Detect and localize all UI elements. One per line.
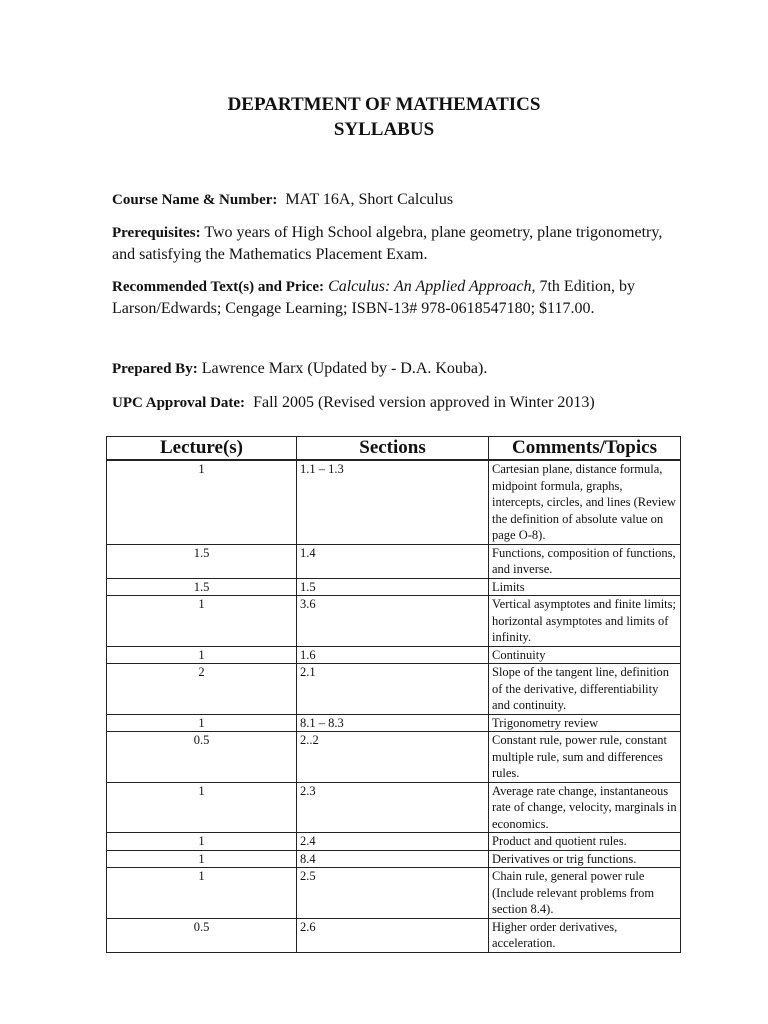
table-row [107, 833, 681, 851]
section-cell: 1.4 [297, 544, 489, 578]
table-body [107, 460, 681, 952]
table-row [107, 850, 681, 868]
upc-approval-field [112, 392, 672, 414]
syllabus-title: SYLLABUS [333, 119, 435, 140]
topic-cell: Vertical asymptotes and finite limits; horizontal asymptotes and limits of infinity. [489, 596, 681, 647]
recommended-text-field [112, 276, 672, 319]
section-cell: 1.6 [297, 646, 489, 664]
topic-cell: Limits [489, 578, 681, 596]
lecture-cell: 1 [107, 850, 297, 868]
table-row [107, 544, 681, 578]
lecture-cell: 1 [107, 833, 297, 851]
section-cell: 2.5 [297, 868, 489, 919]
topic-cell: Continuity [489, 646, 681, 664]
upc-approval-label: UPC Approval Date: [112, 395, 246, 411]
topic-cell: Trigonometry review [489, 714, 681, 732]
lecture-cell: 1 [107, 460, 297, 544]
prerequisites-field [112, 222, 672, 265]
topic-cell: Cartesian plane, distance formula, midpoint formula, graphs, intercepts, circles, and lines (Review the definition of absolute value on page O-8). [489, 460, 681, 544]
lecture-schedule-table [106, 436, 681, 953]
section-cell: 2.6 [297, 918, 489, 952]
section-cell: 2.3 [297, 782, 489, 833]
recommended-text-value: 7th Edition, by Larson/Edwards; Cengage Learning; ISBN-13# 978-0618547180; $117.00. [112, 278, 636, 317]
lecture-cell: 1 [107, 868, 297, 919]
table-row [107, 460, 681, 544]
lecture-cell: 1.5 [107, 544, 297, 578]
section-cell: 1.5 [297, 578, 489, 596]
recommended-text-label: Recommended Text(s) and Price: [112, 279, 325, 295]
lecture-cell: 0.5 [107, 732, 297, 783]
topic-cell: Product and quotient rules. [489, 833, 681, 851]
course-name-label: Course Name & Number: [112, 192, 278, 208]
lecture-cell: 0.5 [107, 918, 297, 952]
lecture-cell: 1 [107, 782, 297, 833]
table-row [107, 918, 681, 952]
header-comments-topics: Comments/Topics [489, 437, 681, 461]
department-title: DEPARTMENT OF MATHEMATICS [227, 94, 541, 115]
section-cell: 8.1 – 8.3 [297, 714, 489, 732]
header-sections: Sections [297, 437, 489, 461]
topic-cell: Constant rule, power rule, constant multiple rule, sum and differences rules. [489, 732, 681, 783]
table-row [107, 596, 681, 647]
topic-cell: Chain rule, general power rule (Include relevant problems from section 8.4). [489, 868, 681, 919]
topic-cell: Average rate change, instantaneous rate of change, velocity, marginals in economics. [489, 782, 681, 833]
topic-cell: Slope of the tangent line, definition of the derivative, differentiability and continuity. [489, 664, 681, 715]
lecture-cell: 1.5 [107, 578, 297, 596]
course-name-value: MAT 16A, Short Calculus [285, 191, 454, 208]
section-cell: 3.6 [297, 596, 489, 647]
prepared-by-value: Lawrence Marx (Updated by - D.A. Kouba). [201, 360, 488, 377]
section-cell: 8.4 [297, 850, 489, 868]
prerequisites-label: Prerequisites: [112, 225, 201, 241]
lecture-cell: 1 [107, 714, 297, 732]
section-cell: 1.1 – 1.3 [297, 460, 489, 544]
prepared-by-label: Prepared By: [112, 361, 198, 377]
upc-approval-value: Fall 2005 (Revised version approved in Winter 2013) [253, 394, 595, 411]
table-row [107, 868, 681, 919]
topic-cell: Functions, composition of functions, and inverse. [489, 544, 681, 578]
topic-cell: Derivatives or trig functions. [489, 850, 681, 868]
section-cell: 2..2 [297, 732, 489, 783]
section-cell: 2.1 [297, 664, 489, 715]
table-row [107, 714, 681, 732]
textbook-title: Calculus: An Applied Approach, [328, 278, 536, 295]
prerequisites-value: Two years of High School algebra, plane geometry, plane trigonometry, and satisfying the Mathematics Placement Exam. [112, 224, 663, 263]
table-row [107, 782, 681, 833]
section-cell: 2.4 [297, 833, 489, 851]
header-lectures: Lecture(s) [107, 437, 297, 461]
table-row [107, 732, 681, 783]
lecture-cell: 2 [107, 664, 297, 715]
table-header-row [107, 437, 681, 461]
table-row [107, 664, 681, 715]
prepared-by-field [112, 358, 672, 380]
lecture-cell: 1 [107, 596, 297, 647]
lecture-cell: 1 [107, 646, 297, 664]
topic-cell: Higher order derivatives, acceleration. [489, 918, 681, 952]
table-row [107, 646, 681, 664]
course-name-field [112, 189, 672, 211]
table-row [107, 578, 681, 596]
